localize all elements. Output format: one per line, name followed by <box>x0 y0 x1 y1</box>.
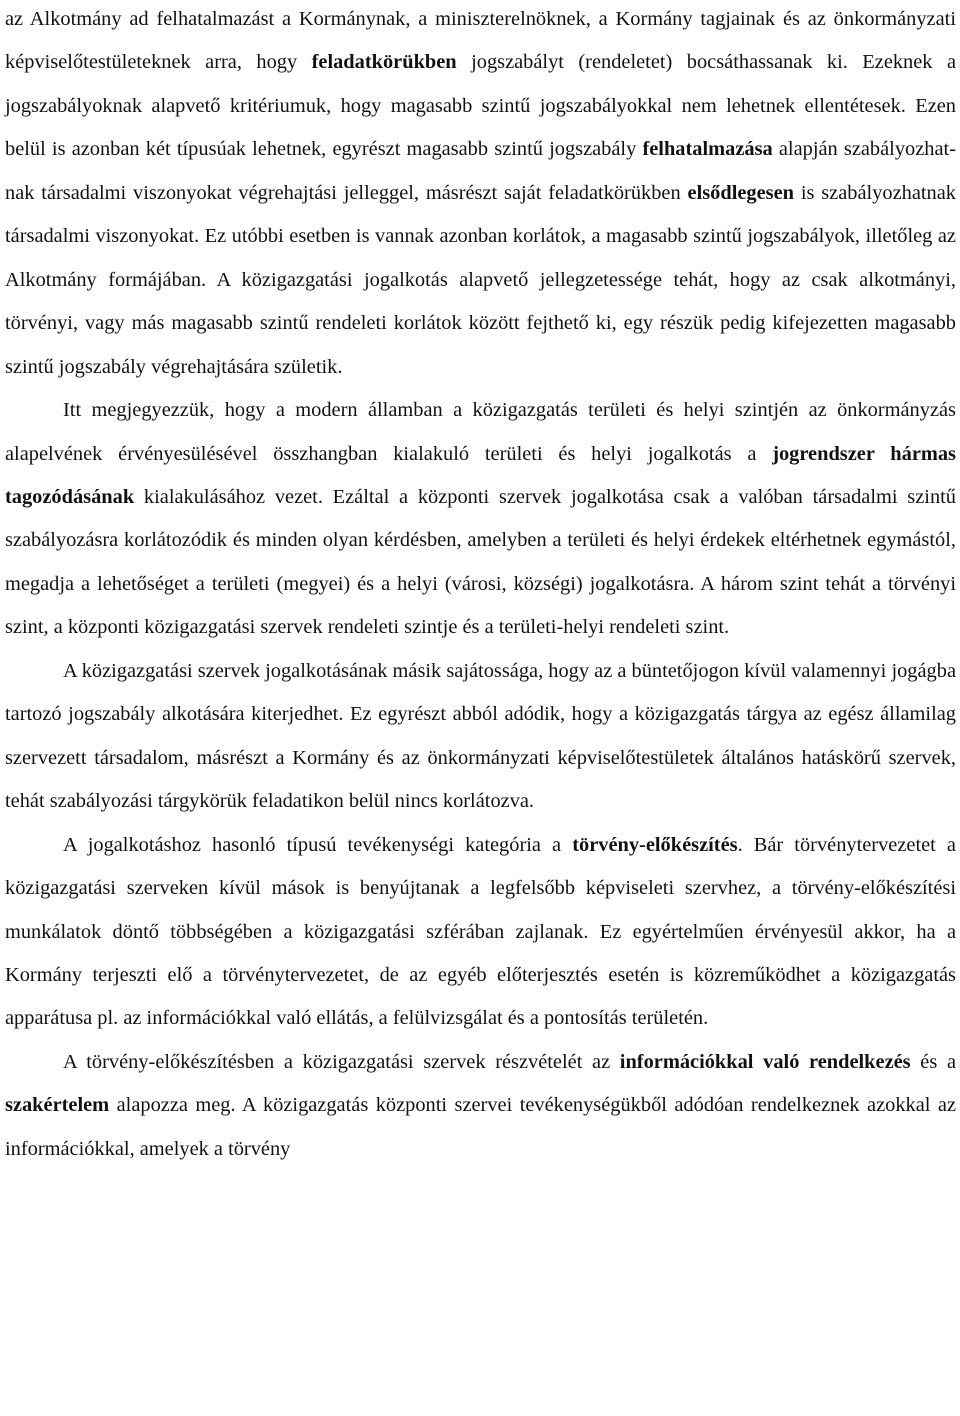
text-run: Itt megjegyezzük, hogy a modern államban a közigazgatás területi és helyi szintjén az önkormányzás alapelvének érvényesülésével összhangban kialakuló területi és helyi jogalkotás a <box>5 399 956 465</box>
paragraph-3 <box>5 650 956 824</box>
bold-term: elsődlegesen <box>687 181 794 204</box>
text-run: alapozza meg. A közigazgatás központi szervei tevékenységükből adódóan rendelkeznek azokkal az információkkal, amelyek a törvény <box>5 1094 956 1160</box>
text-run: az Alkotmány ad felhatalmazást a Kormánynak, a miniszterelnöknek, a Kormány tagjainak és az önkormányzati képviselőtestületeknek arra, hogy <box>5 8 956 74</box>
text-run: A közigazgatási szervek jogalkotásának másik sajátossága, hogy az a büntetőjogon kívül valamennyi jogágba tartozó jogszabály alkotására kiterjedhet. Ez egyrészt abból adódik, hogy a közigazgatás tárgya az egész államilag szervezett társadalom, másrészt a Kormány és az önkormányzati képviselőtestületek általános hatáskörű szervek, tehát szabályozási tárgykörük feladatikon belül nincs korlátozva. <box>5 659 956 813</box>
text-run: alapján szabályozhatnak társadalmi viszonyokat végrehajtási jelleggel, másrészt saját feladatkörükben <box>5 138 956 204</box>
bold-term: törvény-előkészítés <box>572 833 738 856</box>
text-run: és a <box>910 1050 956 1073</box>
bold-term: feladatkörükben <box>311 51 457 74</box>
paragraph-2 <box>5 389 956 650</box>
bold-term: információkkal való rendelkezés <box>619 1050 911 1073</box>
text-run: is szabályozhatnak társadalmi viszonyokat. Ez utóbbi esetben is vannak azonban korlátok, a magasabb szintű jogszabályok, illetőleg az Alkotmány formájában. A közigazgatási jogalkotás alapvető jellegzetessége tehát, hogy az csak alkotmányi, törvényi, vagy más magasabb szintű rendeleti korlátok között fejthető ki, egy részük pedig kifejezetten magasabb szintű jogszabály végrehajtására születik. <box>5 181 956 378</box>
bold-term: szakértelem <box>5 1094 110 1117</box>
bold-term: felhatalmazása <box>642 138 773 161</box>
document-page <box>5 0 956 1171</box>
text-run: A törvény-előkészítésben a közigazgatási szervek részvételét az <box>63 1050 620 1073</box>
paragraph-4 <box>5 824 956 1041</box>
paragraph-1 <box>5 0 956 389</box>
paragraph-5 <box>5 1041 956 1171</box>
bold-term: jogrendszer hármas tagozódásának <box>5 442 956 508</box>
text-run: kialakulásához vezet. Ezáltal a központi szervek jogalkotása csak a valóban társadalmi szintű szabályozásra korlátozódik és minden olyan kérdésben, amelyben a területi és helyi érdekek eltérhetnek egymástól, megadja a lehetőséget a területi (megyei) és a helyi (városi, községi) jogalkotásra. A három szint tehát a törvényi szint, a központi közigazgatási szervek rendeleti szintje és a területi-helyi rendeleti szint. <box>5 485 956 639</box>
text-run: jogszabályt (rendeletet) bocsáthassanak ki. Ezeknek a jogszabályoknak alapvető kritériumuk, hogy magasabb szintű jogszabályokkal nem lehetnek ellentétesek. Ezen belül is azonban két típusúak lehetnek, egyrészt magasabb szintű jogszabály <box>5 51 956 161</box>
text-run: . Bár törvénytervezetet a közigazgatási szerveken kívül mások is benyújtanak a legfelsőbb képviseleti szervhez, a törvény-előkészítési munkálatok döntő többségében a közigazgatási szférában zajlanak. Ez egyértelműen érvényesül akkor, ha a Kormány terjeszti elő a törvénytervezetet, de az egyéb előterjesztés esetén is közreműködhet a közigazgatás apparátusa pl. az információkkal való ellátás, a felülvizsgálat és a pontosítás területén. <box>5 833 956 1030</box>
text-run: A jogalkotáshoz hasonló típusú tevékenységi kategória a <box>63 833 573 856</box>
